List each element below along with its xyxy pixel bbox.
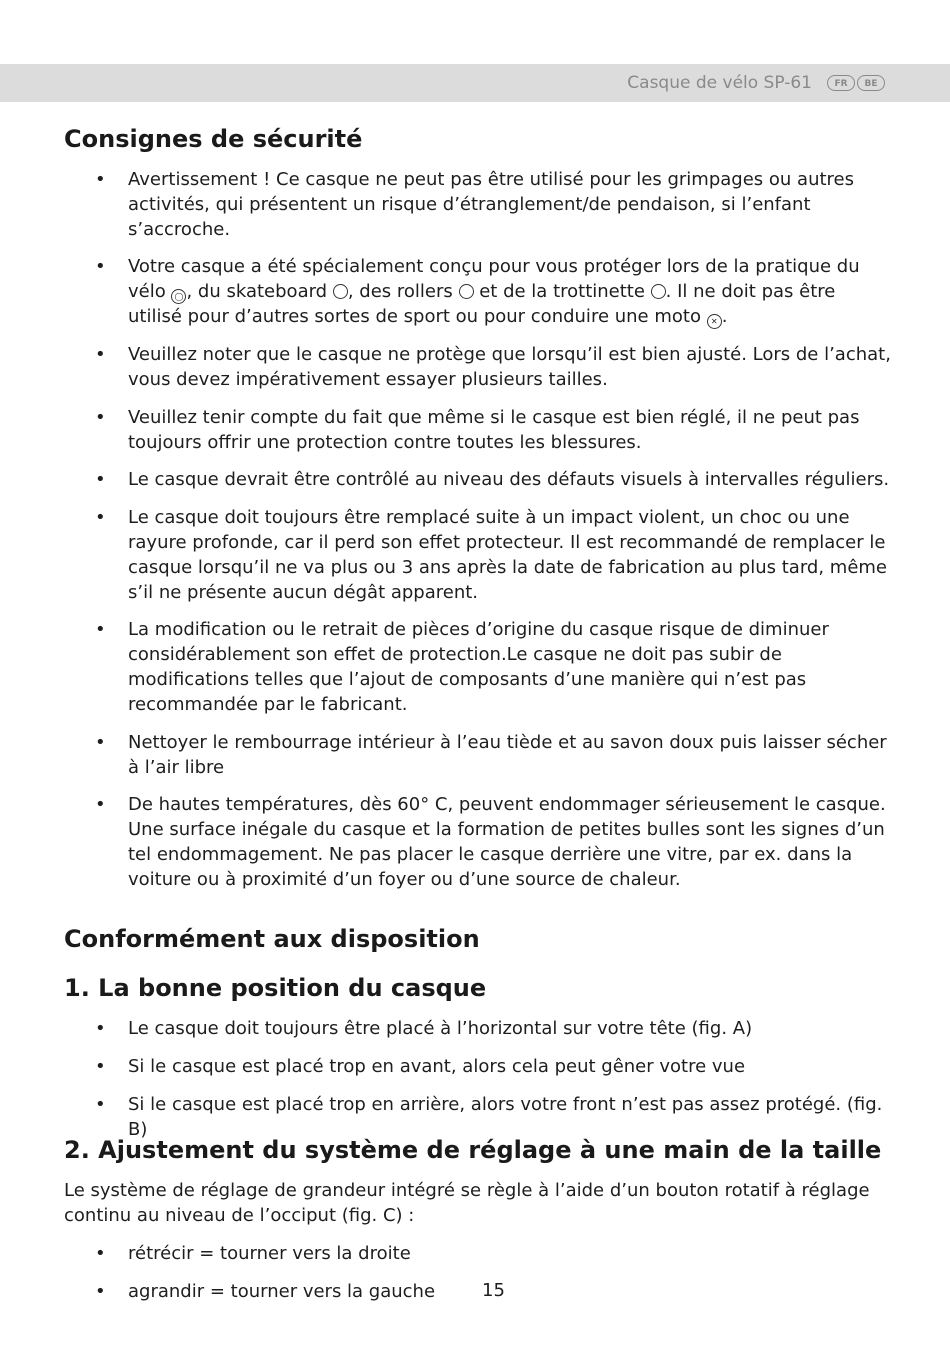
list-item-text: rétrécir = tourner vers la droite [128, 1243, 411, 1264]
list-item-text: La modification ou le retrait de pièces d’origine du casque risque de diminuer considérablement son effet de protection.Le casque ne doit pas subir de modifications telles que l’ajout de composants d’une manière qui n’est pas recommandée par le fabricant. [128, 619, 829, 715]
bullet-icon: • [95, 732, 106, 753]
bullet-icon: • [95, 794, 106, 815]
section-heading-conformity: Conformément aux disposition [64, 925, 480, 953]
list-item [95, 1054, 895, 1079]
header-title: Casque de vélo SP-61 [627, 73, 812, 93]
list-item-text-start: Votre casque a été spécialement conçu pour vous protéger lors de la pratique du [128, 256, 860, 277]
text-end: . [721, 306, 728, 327]
list-item-text: agrandir = tourner vers la gauche [128, 1281, 436, 1302]
bullet-icon: • [95, 507, 106, 528]
text-trottinette: et de la trottinette [479, 281, 645, 302]
list-item-text: Le casque doit toujours être remplacé suite à un impact violent, un choc ou une rayure profonde, car il perd son effet protecteur. Il est recommandé de remplacer le casque lorsqu’il ne va plus ou 3 ans après la date de fabrication au plus tard, même s’il ne présente aucun dégât apparent. [128, 507, 887, 603]
bullet-icon: • [95, 1018, 106, 1039]
list-item [95, 405, 895, 455]
section-heading-safety: Consignes de sécurité [64, 125, 363, 153]
text-velo: vélo [128, 281, 166, 302]
list-item [95, 1092, 895, 1140]
bicycle-icon: ◯ [171, 289, 186, 304]
intro-paragraph: Le système de réglage de grandeur intégré se règle à l’aide d’un bouton rotatif à réglage continu au niveau de l’occiput (fig. C) : [64, 1180, 870, 1226]
bullet-icon: • [95, 469, 106, 490]
list-item-text: Le casque doit toujours être placé à l’horizontal sur votre tête (fig. A) [128, 1018, 753, 1039]
bullet-icon: • [95, 407, 106, 428]
section-heading-position: 1. La bonne position du casque [64, 974, 487, 1002]
bullet-icon: • [95, 256, 106, 277]
list-item [95, 617, 895, 717]
list-item-text: Veuillez tenir compte du fait que même si le casque est bien réglé, il ne peut pas toujours offrir une protection contre toutes les blessures. [128, 407, 860, 453]
no-motorbike-icon: ✕ [707, 314, 722, 329]
language-badge-be: BE [857, 75, 885, 91]
list-item-text [128, 254, 892, 329]
text-skateboard: , du skateboard [186, 281, 328, 302]
list-item-text: Si le casque est placé trop en avant, alors cela peut gêner votre vue [128, 1056, 746, 1077]
bullet-icon: • [95, 169, 106, 190]
section-heading-adjustment: 2. Ajustement du système de réglage à une main de la taille [64, 1136, 882, 1164]
list-item [95, 1016, 895, 1041]
list-item-text: Nettoyer le rembourrage intérieur à l’eau tiède et au savon doux puis laisser sécher à l’air libre [128, 732, 887, 778]
list-item-text: De hautes températures, dès 60° C, peuvent endommager sérieusement le casque. Une surface inégale du casque et la formation de petites bulles sont les signes d’un tel endommagement. Ne pas placer le casque derrière une vitre, par ex. dans la voiture ou à proximité d’un foyer ou d’une source de chaleur. [128, 794, 886, 890]
list-item [95, 730, 895, 780]
text-rollers: , des rollers [347, 281, 453, 302]
scooter-icon [651, 284, 666, 299]
list-item [95, 254, 895, 329]
bullet-icon: • [95, 619, 106, 640]
bullet-icon: • [95, 1094, 106, 1115]
bullet-icon: • [95, 1243, 106, 1264]
list-item [95, 792, 895, 892]
list-item-text: Veuillez noter que le casque ne protège que lorsqu’il est bien ajusté. Lors de l’achat, vous devez impérativement essayer plusieurs tailles. [128, 344, 891, 390]
list-item-text: Le casque devrait être contrôlé au niveau des défauts visuels à intervalles réguliers. [128, 469, 890, 490]
list-item [95, 342, 895, 392]
list-item [95, 167, 895, 242]
text-rest: . Il ne doit pas être utilisé pour d’autres sortes de sport ou pour conduire une moto [128, 281, 836, 327]
rollers-icon [459, 284, 474, 299]
bullet-icon: • [95, 1281, 106, 1302]
page-number: 15 [482, 1280, 505, 1301]
list-item-text: Avertissement ! Ce casque ne peut pas être utilisé pour les grimpages ou autres activités, qui présentent un risque d’étranglement/de pendaison, si l’enfant s’accroche. [128, 169, 854, 240]
list-item [95, 1279, 455, 1304]
list-item-text: Si le casque est placé trop en arrière, alors votre front n’est pas assez protégé. (fig. B) [128, 1094, 883, 1140]
language-badge-fr: FR [827, 75, 855, 91]
list-item [95, 505, 895, 605]
bullet-icon: • [95, 344, 106, 365]
bullet-icon: • [95, 1056, 106, 1077]
skateboard-icon [333, 284, 348, 299]
list-item [95, 467, 895, 492]
list-item [95, 1241, 895, 1266]
